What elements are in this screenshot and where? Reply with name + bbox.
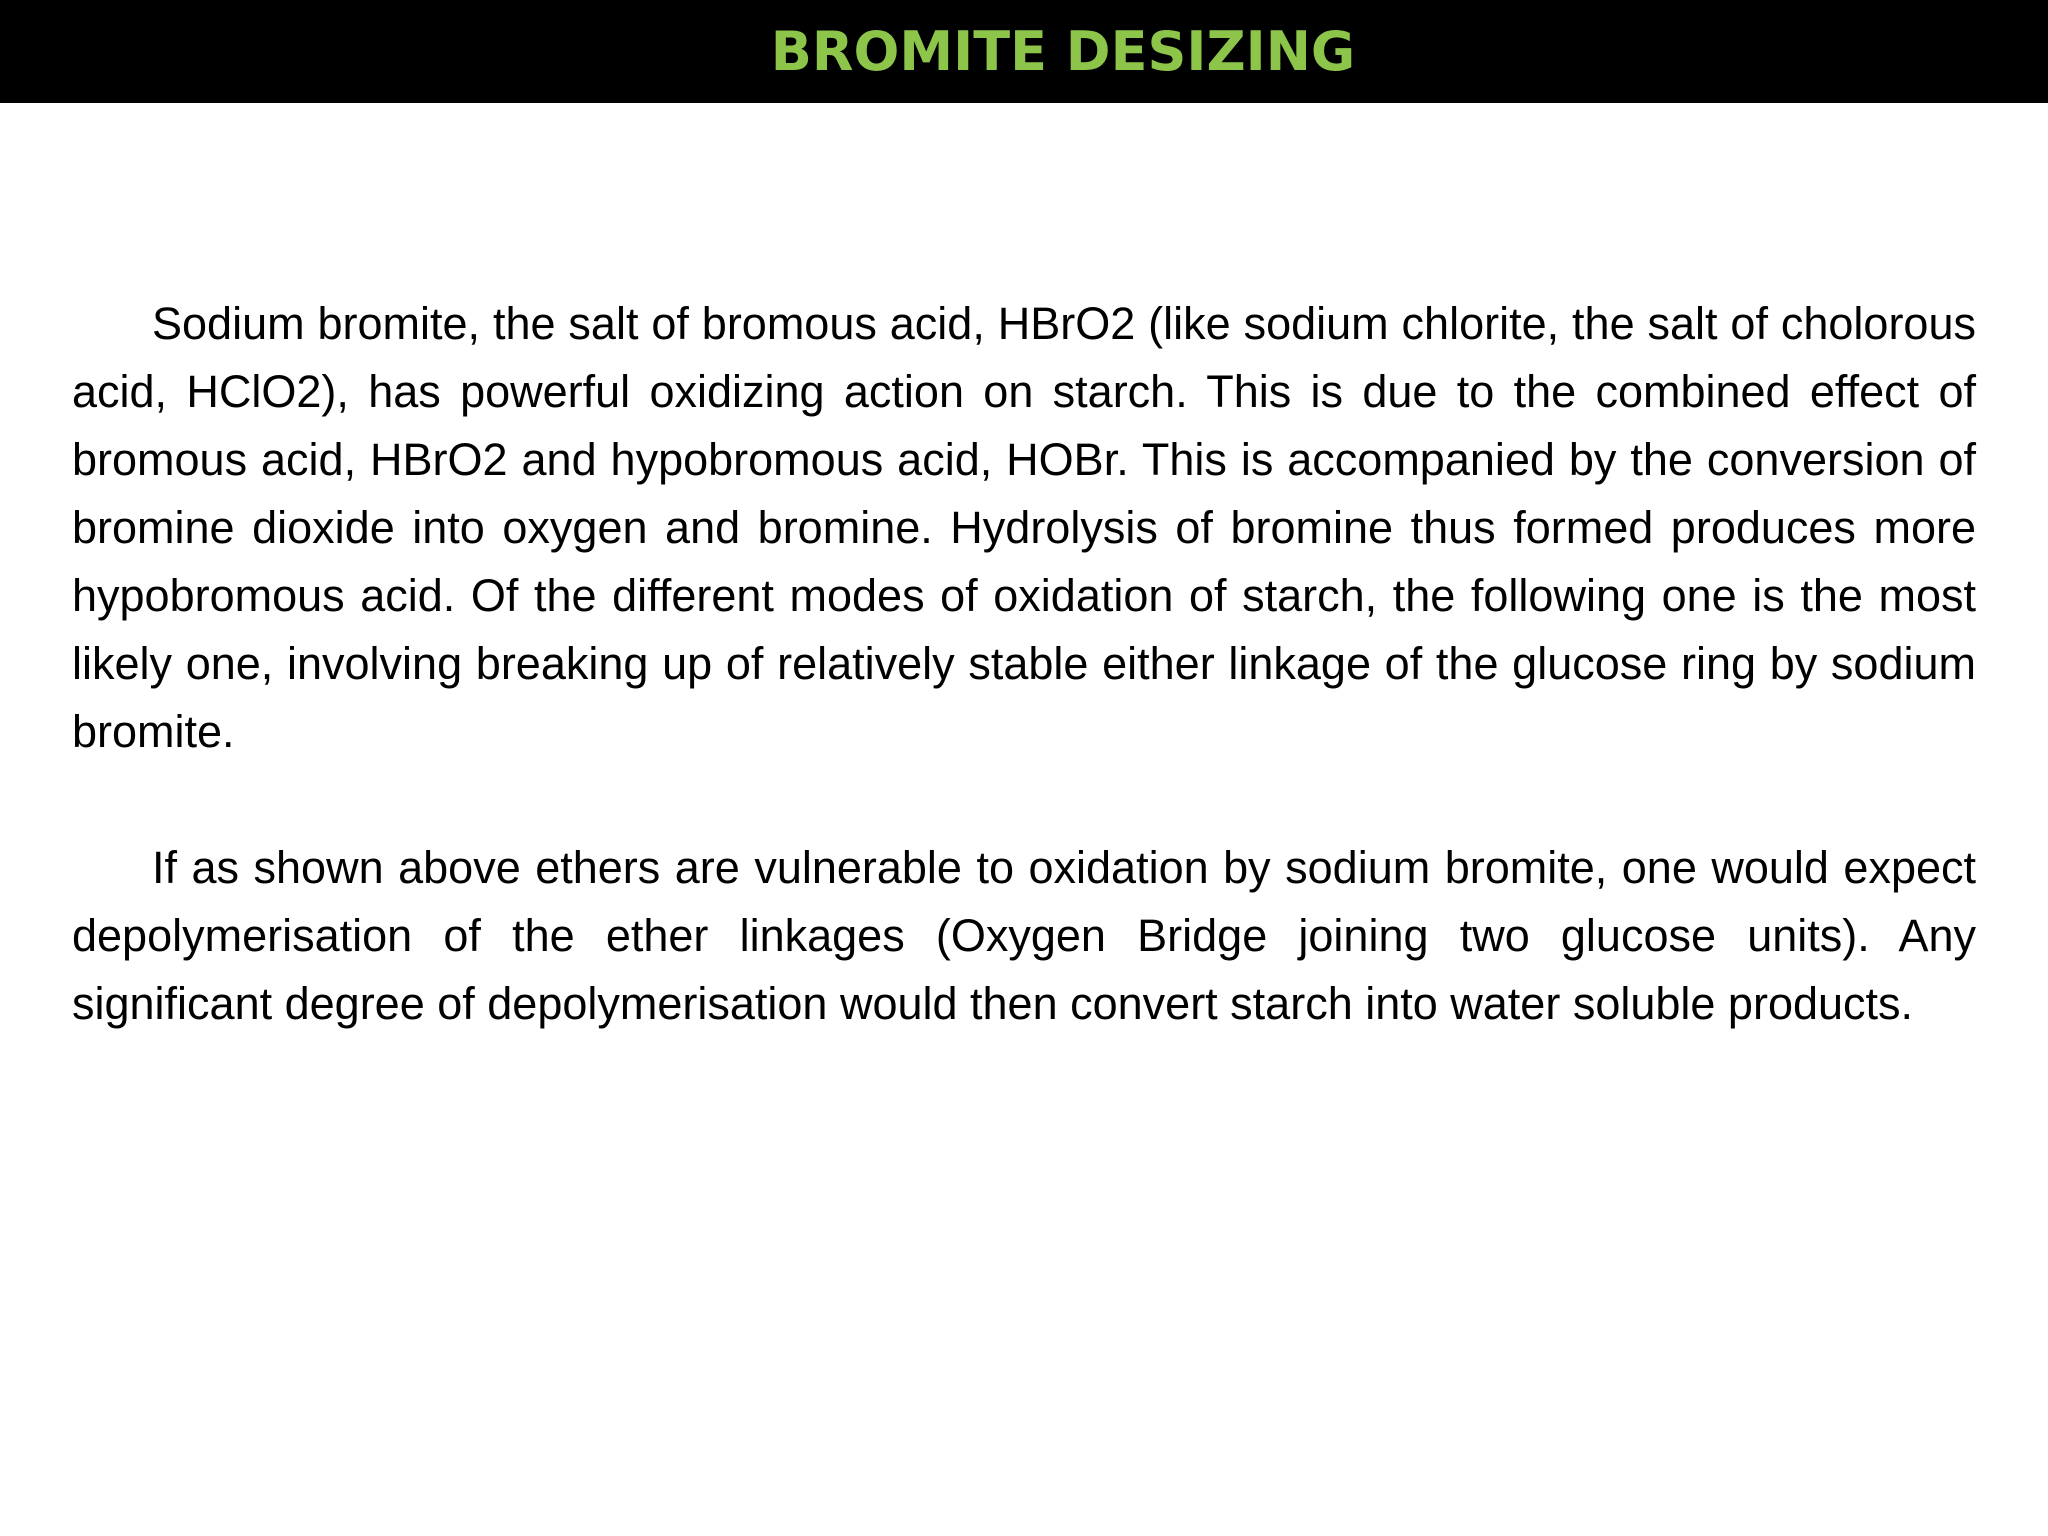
slide-body: [72, 290, 1976, 1038]
slide-title: BROMITE DESIZING: [770, 20, 1356, 83]
paragraph-2: If as shown above ethers are vulnerable to oxidation by sodium bromite, one would expect depolymerisation of the ether linkages (Oxygen Bridge joining two glucose units). Any significant degree of depolymerisation would then convert starch into water soluble products.: [72, 842, 1976, 1029]
paragraph-1: Sodium bromite, the salt of bromous acid, HBrO2 (like sodium chlorite, the salt of cholorous acid, HClO2), has powerful oxidizing action on starch. This is due to the combined effect of bromous acid, HBrO2 and hypobromous acid, HOBr. This is accompanied by the conversion of bromine dioxide into oxygen and bromine. Hydrolysis of bromine thus formed produces more hypobromous acid. Of the different modes of oxidation of starch, the following one is the most likely one, involving breaking up of relatively stable either linkage of the glucose ring by sodium bromite.: [72, 298, 1976, 757]
